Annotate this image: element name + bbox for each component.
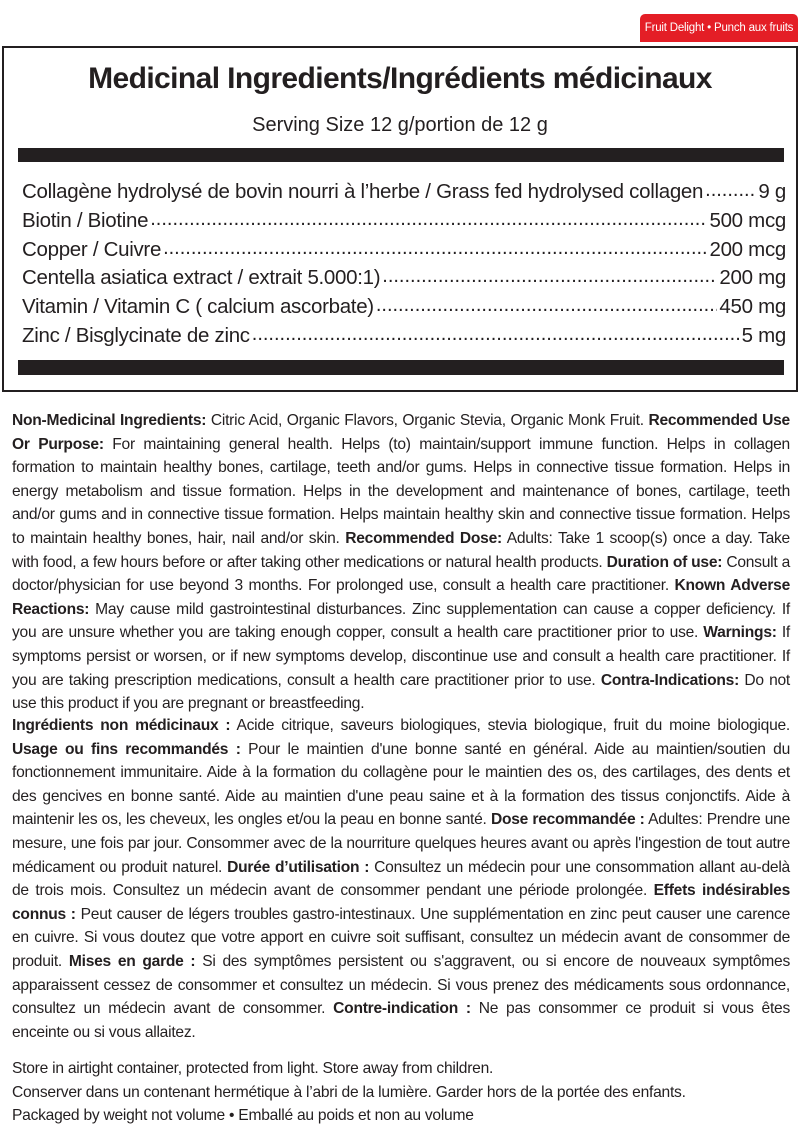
ingredient-name: Collagène hydrolysé de bovin nourri à l’herbe / Grass fed hydrolysed collagen [22,180,704,203]
dot-leader [163,236,707,256]
contra-indications-label: Contra-Indications: [600,671,740,689]
warnings-label: Warnings: [703,624,777,642]
panel-title: Medicinal Ingredients/Ingrédients médicinaux [88,62,712,95]
serving-size: Serving Size 12 g/portion de 12 g [252,114,548,136]
ingredient-name: Biotin / Biotine [22,208,149,232]
recommended-use-label: Recommended Use Or Purpose: [12,412,790,453]
recommended-use-label-fr: Usage ou fins recommandés : [12,740,241,758]
adverse-effects-label-fr: Effets indésirables connus : [12,882,791,923]
storage-english: Store in airtight container, protected from light. Store away from children. [12,1060,494,1077]
recommended-dose-text: Adults: Take 1 scoop(s) once a day. Take with food, a few hours before or after taking other medications or natural health products. [12,529,790,571]
ingredient-amount: 500 mcg [709,208,786,232]
recommended-dose-label: Recommended Dose: [345,529,502,547]
packaging-note: Packaged by weight not volume • Emballé au poids et non au volume [12,1107,474,1125]
adverse-reactions-label: Known Adverse Reactions: [12,577,791,618]
adverse-reactions-text: May cause mild gastrointestinal disturbances. Zinc supplementation can cause a copper deficiency. If you are unsure whether you are taking enough copper, consult a health care practitioner prior to use. [12,600,790,642]
storage-footer [12,1057,792,1128]
recommended-dose-label-fr: Dose recommandée : [490,811,645,829]
ingredient-name: Copper / Cuivre [22,237,162,261]
warnings-text: If symptoms persist or worsen, or if new symptoms develop, discontinue use and consult a health care practitioner. If you are taking prescription medications, consult a health care practitioner prior to use. [12,624,790,689]
contra-indication-label-fr: Contre-indication : [333,1000,471,1018]
adverse-effects-text-fr: Peut causer de légers troubles gastro-intestinaux. Une supplémentation en zinc peut causer une carence en cuivre. Si vous doutez que votre apport en cuivre soit suffisant, consultez un médecin avant de consommer de produit. [12,905,790,970]
ingredient-amount: 200 mg [719,266,786,290]
contra-indication-text-fr: Ne pas consommer ce produit si vous êtes enceinte ou si vous allaitez. [12,1000,791,1041]
warnings-text-fr: Si des symptômes persistent ou s'aggravent, ou si encore de nouveaux symptômes apparaissent cessez de consommer et consultez un médecin. Si vous prenez des médicaments sous ordonnance, consultez un médecin avant de consommer. [12,952,790,1018]
ingredient-amount: 9 g [758,180,786,203]
ingredient-name: Centella asiatica extract / extrait 5.000:1) [22,266,381,290]
ingredient-row [22,207,786,236]
ingredient-row [22,293,786,322]
non-medicinal-text: Citric Acid, Organic Flavors, Organic Stevia, Organic Monk Fruit. [206,412,649,429]
contra-indications-text: Do not use this product if you are pregnant or breastfeeding. [12,671,790,713]
medicinal-ingredients-panel [2,46,798,392]
ingredient-name: Vitamin / Vitamin C ( calcium ascorbate) [22,295,374,319]
recommended-use-text-fr: Pour le maintien d'une bonne santé en général. Aide au maintien/soutien du fonctionnement immunitaire. Aide à la formation du collagène pour le maintien des os, des cartilages, des dents et des gencives en bonne santé. Aide au maintien d'une peau saine et à la formation des tissus conjonctifs. Aide à maintenir les os, les cheveux, les ongles et/ou la peau en bonne santé. [12,740,790,829]
ingredient-amount: 5 mg [741,323,786,347]
non-medicinal-label: Non-Medicinal Ingredients: [12,412,207,429]
warnings-label-fr: Mises en garde : [68,952,196,970]
ingredient-row [22,322,786,351]
ingredient-row [22,264,786,293]
top-divider-bar [18,148,784,162]
duration-label-fr: Durée d’utilisation : [227,858,370,876]
bottom-divider-bar [18,360,784,375]
ingredient-amount: 200 mcg [709,237,786,261]
recommended-use-text: For maintaining general health. Helps (to) maintain/support immune function. Helps in collagen formation to maintain healthy bones, cartilage, teeth and/or gums. Helps in connective tissue formation. Helps in energy metabolism and tissue formation. Helps in the development and maintenance of bones, cartilage, teeth and/or gums and in connective tissue formation. Helps maintain healthy skin and connective tissue formation. Helps to maintain healthy bones, hair, nail and/or skin. [12,435,790,547]
duration-text-fr: Consultez un médecin pour une consommation allant au-delà de trois mois. Consultez un médecin avant de consommer pendant une période prolongée. [12,858,790,900]
ingredient-name: Zinc / Bisglycinate de zinc [22,323,250,347]
dot-leader [150,207,707,227]
recommended-dose-text-fr: Adultes: Prendre une mesure, une fois par jour. Consommer avec de la nourriture quelques heures avant ou après l'ingestion de tout autre médicament ou produit naturel. [12,811,791,876]
dot-leader [705,178,756,198]
french-information [12,714,790,1044]
dot-leader [376,293,718,313]
non-medicinal-label-fr: Ingrédients non médicinaux : [12,717,231,734]
ingredient-row [22,178,786,207]
english-information [12,409,790,716]
ingredient-row [22,236,786,265]
non-medicinal-text-fr: Acide citrique, saveurs biologiques, stevia biologique, fruit du moine biologique. [230,717,790,734]
storage-french: Conserver dans un contenant hermétique à l’abri de la lumière. Garder hors de la portée des enfants. [12,1083,686,1101]
duration-label: Duration of use: [606,553,723,571]
dot-leader [252,322,740,342]
flavor-tag: Fruit Delight • Punch aux fruits [640,14,798,42]
ingredient-list [22,178,786,351]
dot-leader [382,264,717,284]
ingredient-amount: 450 mg [719,295,786,319]
duration-text: Consult a doctor/physician for use beyond 3 months. For prolonged use, consult a health care practitioner. [12,553,790,595]
